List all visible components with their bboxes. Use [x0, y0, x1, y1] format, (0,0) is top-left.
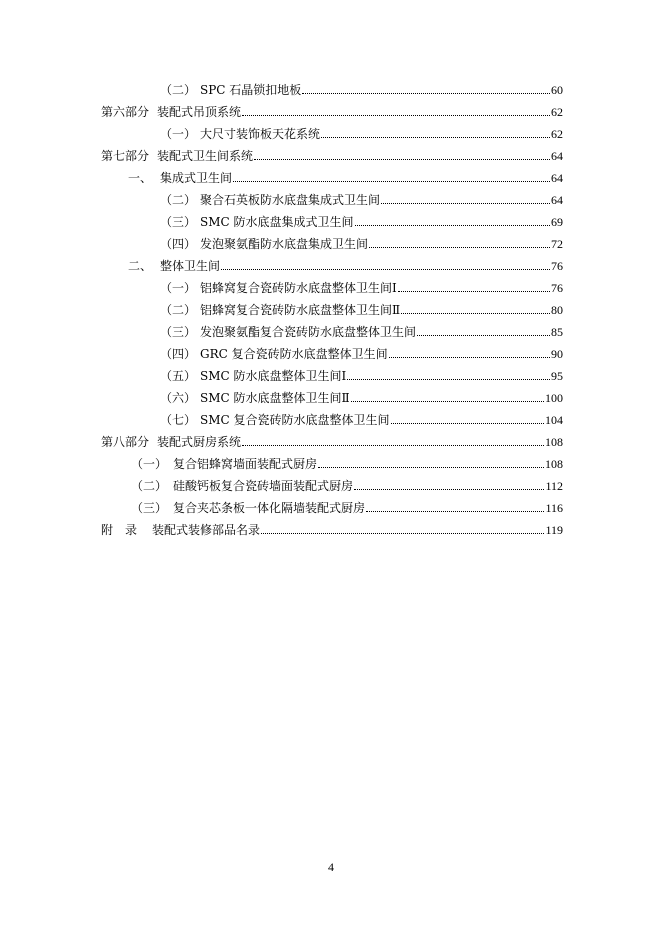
toc-entry-page: 112 [545, 479, 563, 493]
dot-leader [261, 533, 544, 534]
toc-entry-number: （一） [160, 281, 197, 295]
dot-leader [321, 137, 550, 138]
toc-entry-number: 附 录 [101, 523, 138, 537]
dot-leader [242, 445, 544, 446]
toc-entry-page: 76 [551, 259, 563, 273]
toc-entry-page: 62 [551, 127, 563, 141]
toc-entry-page: 85 [551, 325, 563, 339]
toc-entry-number: （二） [160, 83, 197, 97]
toc-entry-number: （一） [131, 457, 168, 471]
dot-leader [391, 423, 544, 424]
dot-leader [351, 401, 544, 402]
toc-entry-page: 60 [551, 83, 563, 97]
toc-entry-title: SMC 防水底盘整体卫生间Ⅰ [200, 369, 347, 383]
dot-leader [389, 357, 550, 358]
toc-entry-title: SMC 防水底盘整体卫生间Ⅱ [200, 391, 350, 405]
dot-leader [254, 159, 550, 160]
toc-entry[interactable] [160, 344, 563, 364]
toc-entry-number: 第六部分 [101, 105, 150, 119]
toc-entry-page: 108 [545, 435, 563, 449]
toc-entry-title: 大尺寸装饰板天花系统 [200, 127, 321, 141]
toc-entry-title: 铝蜂窝复合瓷砖防水底盘整体卫生间Ⅰ [200, 281, 397, 295]
toc-entry[interactable] [160, 212, 563, 232]
toc-entry-title: 发泡聚氨酯复合瓷砖防水底盘整体卫生间 [200, 325, 417, 339]
toc-entry[interactable] [131, 498, 563, 518]
dot-leader [355, 225, 550, 226]
toc-entry-number: 第七部分 [101, 149, 150, 163]
toc-entry[interactable] [160, 190, 563, 210]
toc-entry-page: 104 [545, 413, 563, 427]
toc-entry[interactable] [160, 234, 563, 254]
dot-leader [369, 247, 550, 248]
toc-entry-title: 装配式卫生间系统 [157, 149, 254, 163]
toc-entry[interactable] [160, 388, 563, 408]
toc-entry-title: 集成式卫生间 [160, 171, 233, 185]
dot-leader [417, 335, 550, 336]
toc-entry-number: （二） [160, 303, 197, 317]
toc-entry-page: 64 [551, 149, 563, 163]
toc-entry-number: 二、 [128, 259, 153, 273]
toc-entry-number: 第八部分 [101, 435, 150, 449]
toc-entry-page: 62 [551, 105, 563, 119]
toc-entry[interactable] [101, 102, 563, 122]
toc-entry[interactable] [160, 124, 563, 144]
toc-entry-number: （一） [160, 127, 197, 141]
dot-leader [381, 203, 550, 204]
toc-entry-page: 64 [551, 171, 563, 185]
dot-leader [354, 489, 544, 490]
toc-entry-number: （二） [160, 193, 197, 207]
toc-entry[interactable] [101, 432, 563, 452]
toc-entry[interactable] [128, 256, 563, 276]
toc-entry-title: 装配式吊顶系统 [157, 105, 242, 119]
dot-leader [366, 511, 544, 512]
toc-entry-title: 发泡聚氨酯防水底盘集成卫生间 [200, 237, 369, 251]
toc-entry-title: 装配式厨房系统 [157, 435, 242, 449]
dot-leader [318, 467, 544, 468]
toc-entry-title: SMC 复合瓷砖防水底盘整体卫生间 [200, 413, 390, 427]
toc-entry-page: 72 [551, 237, 563, 251]
toc-entry-number: （六） [160, 391, 197, 405]
dot-leader [398, 291, 550, 292]
toc-entry-number: （三） [160, 325, 197, 339]
toc-entry-title: 铝蜂窝复合瓷砖防水底盘整体卫生间Ⅱ [200, 303, 401, 317]
toc-entry-page: 100 [545, 391, 563, 405]
toc-entry[interactable] [160, 322, 563, 342]
toc-entry-page: 76 [551, 281, 563, 295]
toc-entry-title: 聚合石英板防水底盘集成式卫生间 [200, 193, 381, 207]
dot-leader [233, 181, 550, 182]
toc-entry-title: 复合铝蜂窝墙面装配式厨房 [173, 457, 318, 471]
toc-entry-number: （三） [160, 215, 197, 229]
toc-entry-number: （五） [160, 369, 197, 383]
toc-entry-page: 95 [551, 369, 563, 383]
toc-entry-title: 装配式装修部品名录 [152, 523, 261, 537]
dot-leader [221, 269, 550, 270]
toc-entry-title: SMC 防水底盘集成式卫生间 [200, 215, 354, 229]
toc-entry-page: 116 [545, 501, 563, 515]
toc-entry[interactable] [160, 80, 563, 100]
toc-entry-title: 复合夹芯条板一体化隔墙装配式厨房 [173, 501, 366, 515]
toc-entry-title: 硅酸钙板复合瓷砖墙面装配式厨房 [173, 479, 354, 493]
toc-entry[interactable] [101, 520, 563, 540]
toc-entry[interactable] [131, 476, 563, 496]
toc-entry[interactable] [131, 454, 563, 474]
dot-leader [242, 115, 550, 116]
toc-entry-number: （七） [160, 413, 197, 427]
toc-entry[interactable] [160, 366, 563, 386]
dot-leader [347, 379, 550, 380]
dot-leader [302, 93, 550, 94]
toc-entry-number: （二） [131, 479, 168, 493]
toc-entry-title: GRC 复合瓷砖防水底盘整体卫生间 [200, 347, 388, 361]
toc-entry-page: 64 [551, 193, 563, 207]
toc-entry-number: 一、 [128, 171, 153, 185]
toc-entry[interactable] [160, 300, 563, 320]
toc-entry[interactable] [101, 146, 563, 166]
toc-entry-page: 108 [545, 457, 563, 471]
toc-entry-number: （四） [160, 347, 197, 361]
toc-entry-title: 整体卫生间 [160, 259, 221, 273]
toc-entry[interactable] [160, 410, 563, 430]
toc-entry-page: 90 [551, 347, 563, 361]
toc-entry[interactable] [160, 278, 563, 298]
toc-entry-page: 80 [551, 303, 563, 317]
toc-entry[interactable] [128, 168, 563, 188]
toc-entry-number: （三） [131, 501, 168, 515]
toc-entry-page: 119 [545, 523, 563, 537]
toc-entry-title: SPC 石晶锁扣地板 [200, 83, 302, 97]
toc-entry-page: 69 [551, 215, 563, 229]
dot-leader [401, 313, 550, 314]
toc-entry-number: （四） [160, 237, 197, 251]
page-number: 4 [328, 860, 334, 874]
